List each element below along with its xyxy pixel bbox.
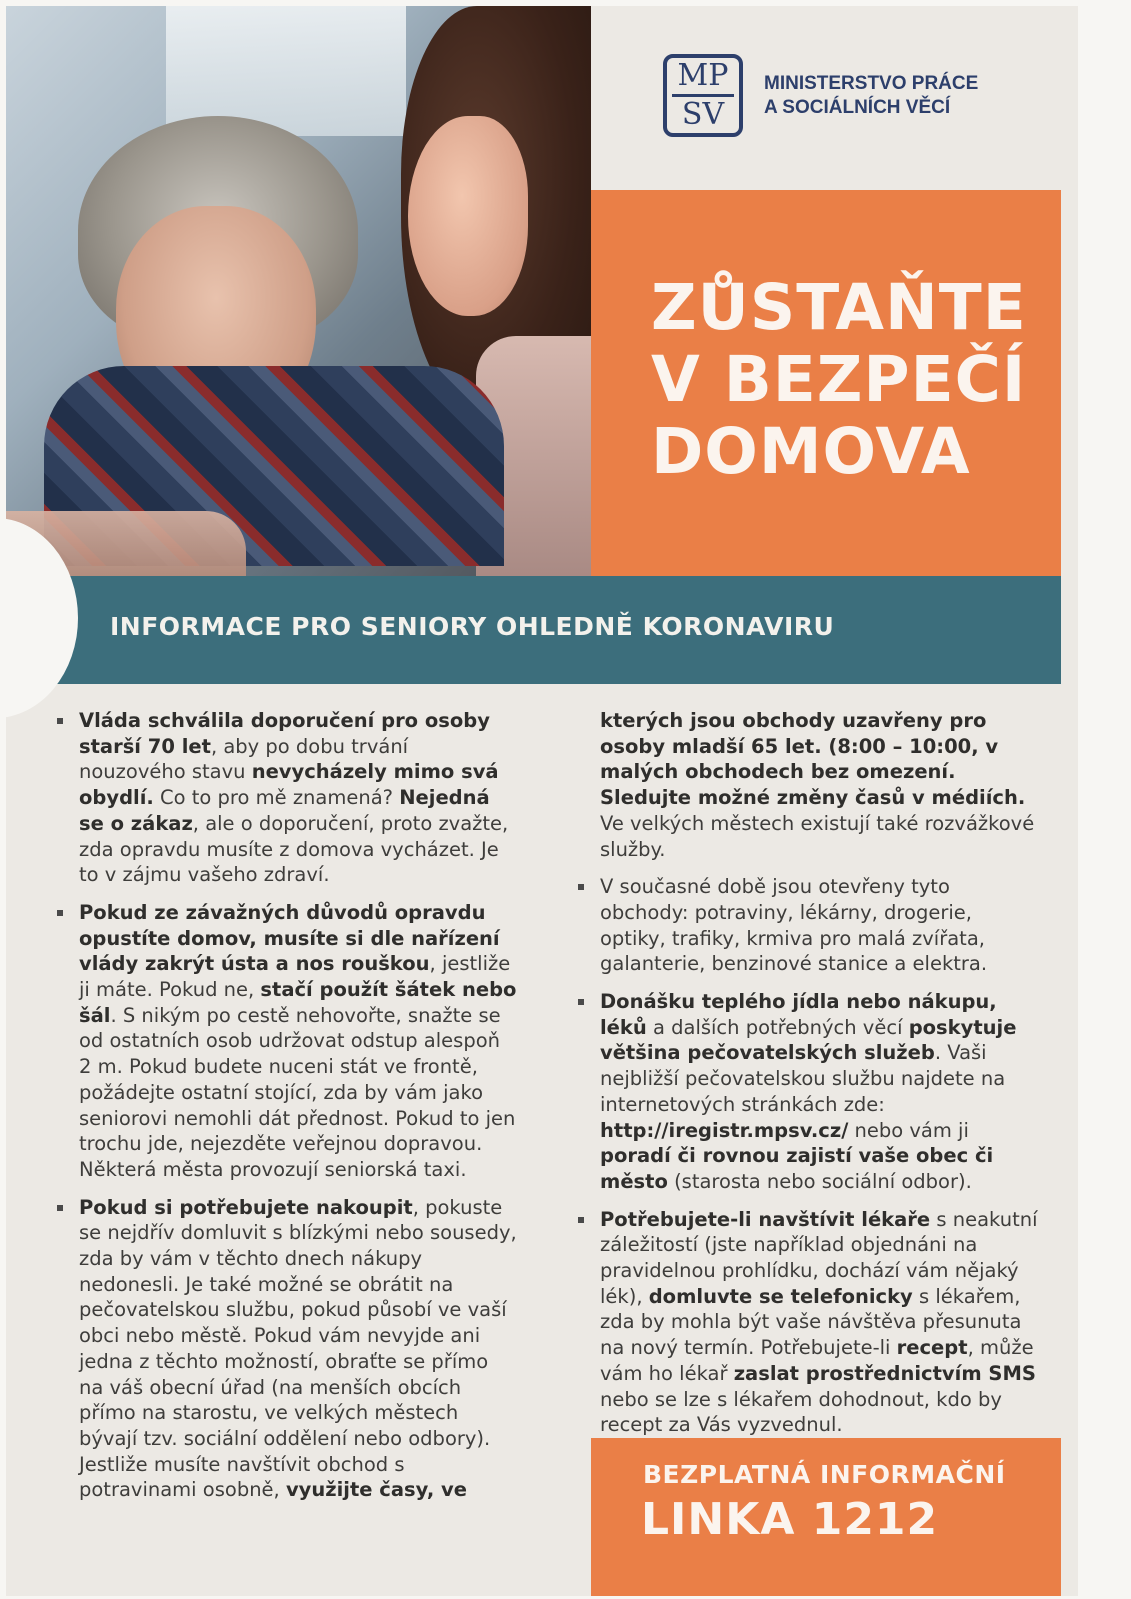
list-item: Donášku teplého jídla nebo nákupu, léků a dalších potřebných věcí poskytuje většina pečovatelských služeb. Vaši nejbližší pečovatelskou službu najdete na internetových stránkách zde: http://iregistr.mpsv.cz/ nebo vám ji poradí či rovnou zajistí vaše obec či město (starosta nebo sociální odbor). <box>578 989 1038 1195</box>
bullet-icon <box>578 999 584 1005</box>
headline: ZŮSTAŇTE V BEZPEČÍ DOMOVA <box>651 271 1027 488</box>
list-item: Pokud ze závažných důvodů opravdu opustíte domov, musíte si dle nařízení vlády zakrýt ústa a nos rouškou, jestliže ji máte. Pokud ne, stačí použít šátek nebo šál. S nikým po cestě nehovořte, snažte se od ostatních osob udržovat odstup alespoň 2 m. Pokud budete nuceni stát ve frontě, požádejte ostatní stojící, zda by vám jako seniorovi nemohli dát přednost. Pokud to jen trochu jde, nejezděte veřejnou dopravou. Některá města provozují seniorská taxi. <box>57 900 517 1183</box>
hotline-number: LINKA 1212 <box>641 1494 939 1545</box>
list-item: V současné době jsou otevřeny tyto obchody: potraviny, lékárny, drogerie, optiky, trafiky, krmiva pro malá zvířata, galanterie, benzinové stanice a elektra. <box>578 874 1038 977</box>
leaflet <box>6 6 1078 1596</box>
ministry-name: MINISTERSTVO PRÁCE A SOCIÁLNÍCH VĚCÍ <box>764 73 979 118</box>
list-item: Potřebujete-li navštívit lékaře s neakutní záležitostí (jste například objednáni na pravidelnou prohlídku, dochází vám nějaký lék), domluvte se telefonicky s lékařem, zda by mohla být vaše návštěva přesunuta na nový termín. Potřebujete-li recept, může vám ho lékař zaslat prostřednictvím SMS nebo se lze s lékařem dohodnout, kdo by recept za Vás vyzvednul. <box>578 1207 1038 1438</box>
bullet-icon <box>57 910 63 916</box>
left-column <box>57 708 517 1515</box>
hotline-label: BEZPLATNÁ INFORMAČNÍ <box>643 1460 1006 1489</box>
photo-senior-with-caregiver <box>6 6 591 576</box>
bullet-icon <box>578 1217 584 1223</box>
hotline-box <box>591 1438 1061 1596</box>
list-item: Vláda schválila doporučení pro osoby starší 70 let, aby po dobu trvání nouzového stavu nevycházely mimo svá obydlí. Co to pro mě znamená? Nejedná se o zákaz, ale o doporučení, proto zvažte, zda opravdu musíte z domova vycházet. Je to v zájmu vašeho zdraví. <box>57 708 517 888</box>
logo-top: MP <box>677 58 729 93</box>
logo-bottom: SV <box>681 97 725 132</box>
bullet-icon <box>57 1205 63 1211</box>
list-item: Pokud si potřebujete nakoupit, pokuste se nejdřív domluvit s blízkými nebo sousedy, zda by vám v těchto dnech nákupy nedonesli. Je také možné se obrátit na pečovatelskou službu, pokud působí ve vaší obci nebo městě. Pokud vám nevyjde ani jedna z těchto možností, obraťte se přímo na váš obecní úřad (na menších obcích přímo na starostu, ve velkých městech bývají tzv. sociální oddělení nebo odbory). Jestliže musíte navštívit obchod s potravinami osobně, využijte časy, ve <box>57 1195 517 1503</box>
info-banner <box>6 576 1061 684</box>
bullet-icon <box>57 718 63 724</box>
right-column <box>578 708 1038 1450</box>
bullet-icon <box>578 884 584 890</box>
registry-link[interactable]: http://iregistr.mpsv.cz/ <box>600 1118 849 1142</box>
headline-box <box>591 190 1061 576</box>
banner-title: INFORMACE PRO SENIORY OHLEDNĚ KORONAVIRU <box>110 612 835 641</box>
list-item-continued: kterých jsou obchody uzavřeny pro osoby mladší 65 let. (8:00 – 10:00, v malých obchodech bez omezení. Sledujte možné změny časů v médiích. Ve velkých městech existují také rozvážkové služby. <box>600 709 1035 861</box>
mpsv-logo <box>663 54 743 137</box>
